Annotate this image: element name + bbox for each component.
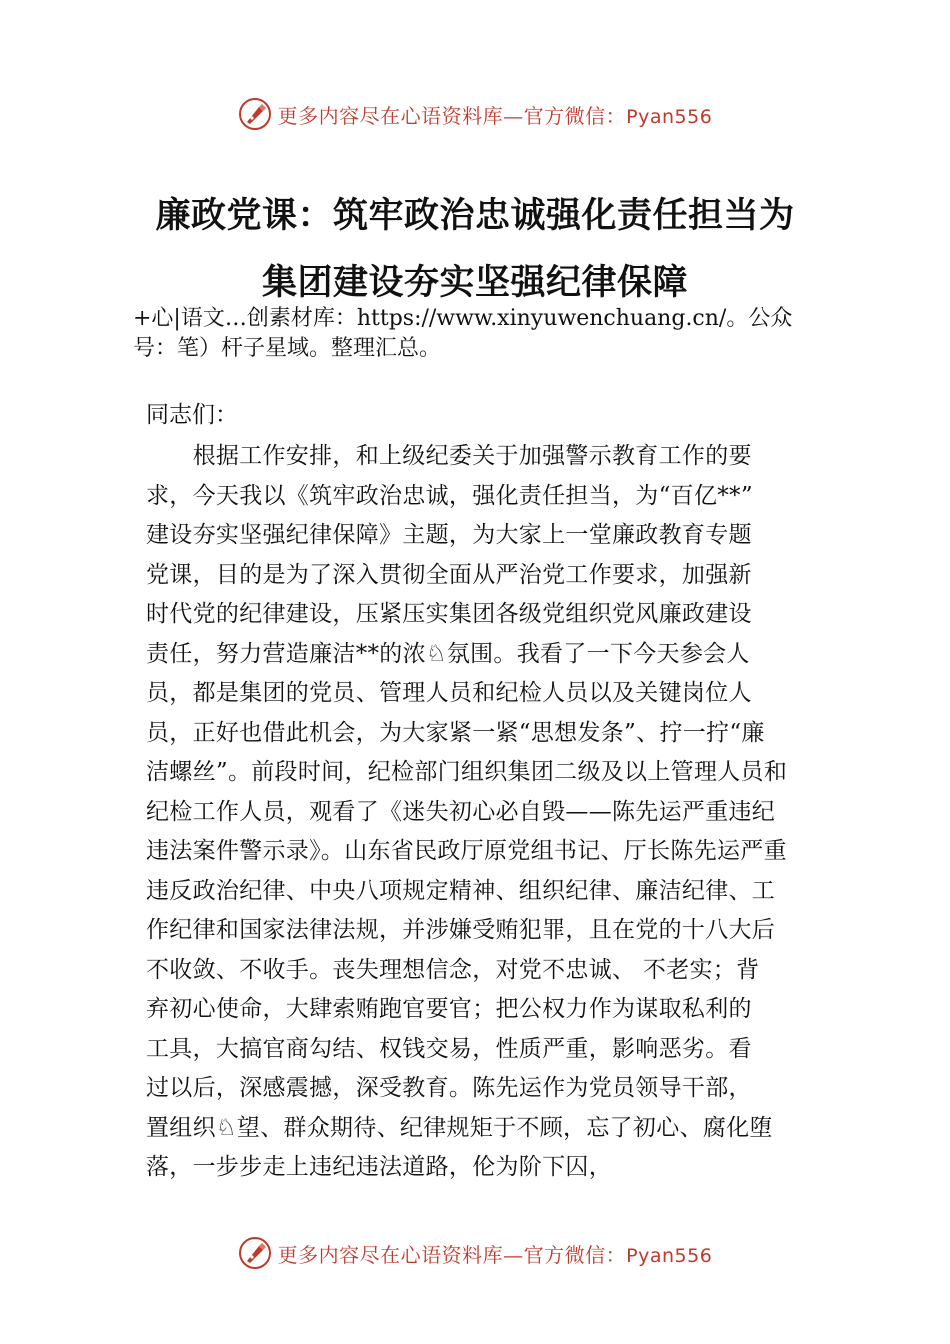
banner-text bbox=[278, 1239, 713, 1268]
wechat-handle: Pyan556 bbox=[626, 1244, 713, 1267]
footer-banner bbox=[0, 1233, 950, 1273]
page-title-line-2: 集团建设夯实坚强纪律保障 bbox=[261, 263, 688, 303]
body-line: 作纪律和国家法律法规，并涉嫌受贿犯罪，且在党的十八大后 bbox=[146, 917, 776, 943]
body-line: 置组织♘望、群众期待、纪律规矩于不顾，忘了初心、腐化堕 bbox=[146, 1114, 773, 1141]
body-line: 不收敛、不收手。丧失理想信念，对党不忠诚、 不老实；背 bbox=[146, 956, 760, 983]
body-line: 员，都是集团的党员、管理人员和纪检人员以及关键岗位人 bbox=[146, 680, 752, 706]
source-note: +心|语文…创素材库：https://www.xinyuwenchuang.cn/。公众号：笔）杆子星域。整理汇总。 bbox=[133, 306, 793, 361]
banner-text bbox=[278, 100, 713, 129]
body-paragraph bbox=[146, 437, 822, 1188]
pen-nib-logo-icon bbox=[238, 1236, 272, 1270]
banner-label: 更多内容尽在心语资料库—官方微信： bbox=[277, 103, 627, 128]
header-banner bbox=[0, 94, 950, 134]
pen-nib-logo-icon bbox=[238, 97, 272, 131]
body-line: 过以后，深感震撼，深受教育。陈先运作为党员领导干部， bbox=[146, 1075, 752, 1101]
body-line: 党课，目的是为了深入贯彻全面从严治党工作要求，加强新 bbox=[146, 561, 752, 588]
wechat-handle: Pyan556 bbox=[626, 105, 713, 128]
body-line: 建设夯实坚强纪律保障》主题，为大家上一堂廉政教育专题 bbox=[146, 522, 752, 548]
body-line: 违法案件警示录》。山东省民政厅原党组书记、厅长陈先运严重 bbox=[146, 838, 787, 864]
body-line: 工具，大搞官商勾结、权钱交易，性质严重，影响恶劣。看 bbox=[146, 1035, 752, 1062]
banner-label: 更多内容尽在心语资料库—官方微信： bbox=[277, 1242, 627, 1267]
body-line: 落，一步步走上违纪违法道路，伦为阶下囚， bbox=[146, 1154, 612, 1180]
body-line: 求，今天我以《筑牢政治忠诚，强化责任担当，为“百亿**” bbox=[146, 482, 753, 509]
body-line: 责任，努力营造廉洁**的浓♘氛围。我看了一下今天参会人 bbox=[146, 640, 750, 667]
body-line: 纪检工作人员，观看了《迷失初心必自毁——陈先运严重违纪 bbox=[146, 798, 776, 825]
body-line: 员，正好也借此机会，为大家紧一紧“思想发条”、拧一拧“廉 bbox=[146, 719, 765, 746]
body-line: 弃初心使命，大肆索贿跑官要官；把公权力作为谋取私利的 bbox=[146, 996, 752, 1022]
body-line: 违反政治纪律、中央八项规定精神、组织纪律、廉洁纪律、工 bbox=[146, 877, 776, 904]
page-title-line-1: 廉政党课：筑牢政治忠诚强化责任担当为 bbox=[155, 196, 795, 236]
body-line: 根据工作安排，和上级纪委关于加强警示教育工作的要 bbox=[146, 443, 752, 469]
greeting: 同志们： bbox=[146, 402, 238, 428]
body-line: 时代党的纪律建设，压紧压实集团各级党组织党风廉政建设 bbox=[146, 601, 752, 627]
body-line: 洁螺丝”。前段时间，纪检部门组织集团二级及以上管理人员和 bbox=[146, 759, 788, 785]
